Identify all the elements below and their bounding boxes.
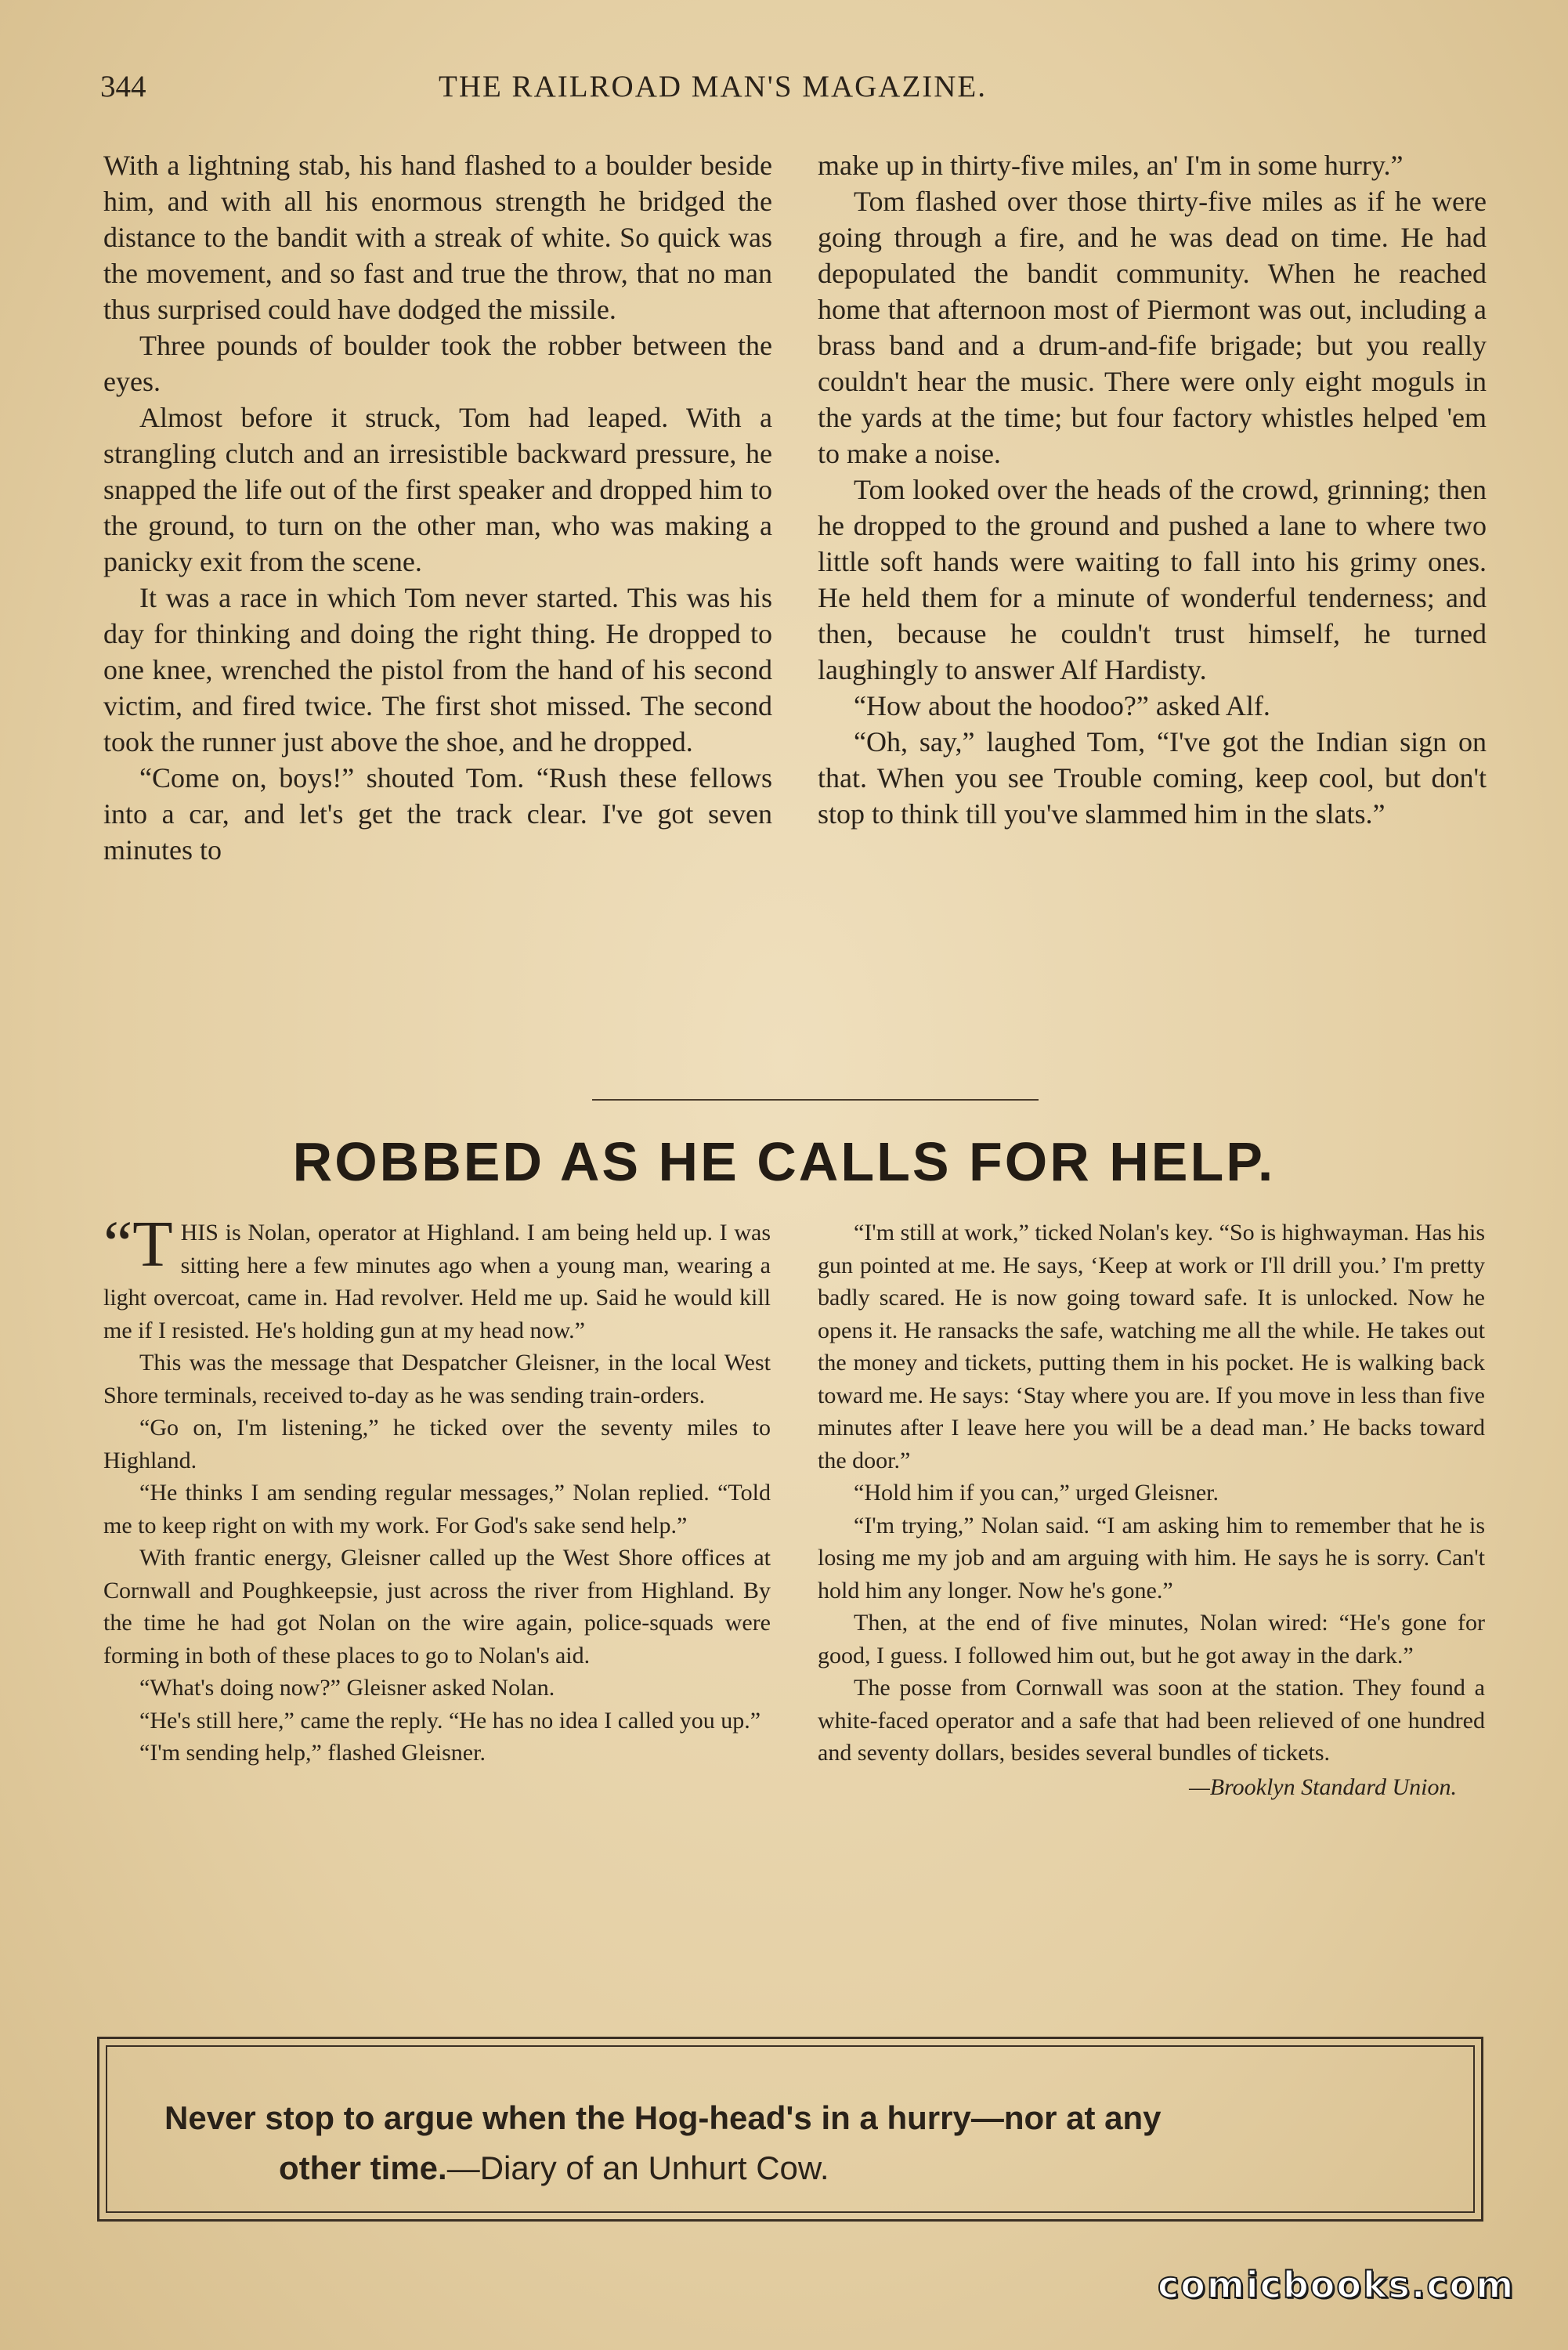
paragraph: “Go on, I'm listening,” he ticked over the seventy miles to Highland.	[103, 1415, 771, 1473]
paragraph: “I'm still at work,” ticked Nolan's key. “So is highwayman. Has his gun pointed at me. He says, ‘Keep at work or I'll drill you.’ I'm pretty badly scared. He is now going toward safe. It is unlocked. Now he opens it. He ransacks the safe, watching me all the while. He takes out the money and tickets, putting them in his pocket. He is walking back toward me. He says: ‘Stay where you are. If you move in less than five minutes after I leave here you will be a dead man.’ He backs toward the door.”	[818, 1220, 1485, 1473]
paragraph: make up in thirty-five miles, an' I'm in some hurry.”	[818, 150, 1404, 181]
lead-paragraph	[103, 1208, 771, 1347]
paragraph: Tom flashed over those thirty-five miles as if he were going through a fire, and he was dead on time. He had depopulated the bandit community. When he reached home that afternoon most of Piermont was out, including a brass band and a drum-and-fife brigade; but you really couldn't hear the music. There were only eight moguls in the yards at the time; but four factory whistles helped 'em to make a noise.	[818, 186, 1487, 469]
paragraph: Three pounds of boulder took the robber between the eyes.	[103, 330, 772, 397]
paragraph: “Hold him if you can,” urged Gleisner.	[854, 1480, 1219, 1506]
running-head: THE RAILROAD MAN'S MAGAZINE.	[439, 70, 987, 103]
quote-line-2-main: other time.	[279, 2149, 447, 2186]
story1-left-column	[103, 147, 772, 868]
watermark-logo: comicbooks.com	[1158, 2264, 1516, 2306]
paragraph: “How about the hoodoo?” asked Alf.	[854, 690, 1270, 721]
source-credit: —Brooklyn Standard Union.	[1189, 1773, 1457, 1800]
section-divider	[592, 1099, 1039, 1101]
quote-line-2	[164, 2143, 1433, 2193]
quote-line-1: Never stop to argue when the Hog-head's in a hurry—nor at any	[164, 2099, 1162, 2136]
paragraph: “Oh, say,” laughed Tom, “I've got the Indian sign on that. When you see Trouble coming, keep cool, but don't stop to think till you've slammed him in the slats.”	[818, 726, 1487, 830]
paragraph: With a lightning stab, his hand flashed to a boulder beside him, and with all his enormous strength he bridged the distance to the bandit with a streak of white. So quick was the movement, and so fast and true the throw, that no man thus surprised could have dodged the missile.	[103, 150, 772, 325]
paragraph: With frantic energy, Gleisner called up the West Shore offices at Cornwall and Poughkeepsie, just across the river from Highland. By the time he had got Nolan on the wire again, police-squads were forming in both of these places to go to Nolan's aid.	[103, 1545, 771, 1668]
paragraph: “Come on, boys!” shouted Tom. “Rush these fellows into a car, and let's get the track clear. I've got seven minutes to	[103, 762, 772, 866]
page-number: 344	[100, 70, 146, 103]
story2-right-column	[818, 1217, 1485, 1803]
paragraph: This was the message that Despatcher Gleisner, in the local West Shore terminals, received to-day as he was sending train-orders.	[103, 1350, 771, 1408]
paragraph: “He thinks I am sending regular messages,” Nolan replied. “Told me to keep right on with my work. For God's sake send help.”	[103, 1480, 771, 1538]
paragraph: It was a race in which Tom never started. This was his day for thinking and doing the right thing. He dropped to one knee, wrenched the pistol from the hand of his second victim, and fired twice. The first shot missed. The second took the runner just above the shoe, and he dropped.	[103, 582, 772, 757]
drop-cap: “T	[103, 1208, 173, 1281]
paragraph: Almost before it struck, Tom had leaped. With a strangling clutch and an irresistible backward pressure, he snapped the life out of the first speaker and dropped him to the ground, to turn on the other man, who was making a panicky exit from the scene.	[103, 402, 772, 577]
paragraph: Then, at the end of five minutes, Nolan wired: “He's gone for good, I guess. I followed him out, but he got away in the dark.”	[818, 1610, 1485, 1668]
paragraph: “He's still here,” came the reply. “He has no idea I called you up.”	[139, 1707, 761, 1734]
quote-attribution: —Diary of an Unhurt Cow.	[446, 2149, 829, 2186]
paragraph: The posse from Cornwall was soon at the station. They found a white-faced operator and a safe that had been relieved of one hundred and seventy dollars, besides several bundles of tickets.	[818, 1675, 1485, 1766]
story2-left-column	[103, 1208, 771, 1770]
article-headline: ROBBED AS HE CALLS FOR HELP.	[292, 1131, 1276, 1192]
paragraph: “I'm trying,” Nolan said. “I am asking him to remember that he is losing me my job and am arguing with him. He says he is sorry. Can't hold him any longer. Now he's gone.”	[818, 1512, 1485, 1603]
quote-text	[164, 2093, 1433, 2193]
story1-right-column	[818, 147, 1487, 832]
lead-paragraph-text: HIS is Nolan, operator at Highland. I am being held up. I was sitting here a few minutes ago when a young man, wearing a light overcoat, came in. Had revolver. Held me up. Said he would kill me if I resisted. He's holding gun at my head now.”	[103, 1220, 771, 1343]
paragraph: Tom looked over the heads of the crowd, grinning; then he dropped to the ground and pushed a lane to where two little soft hands were waiting to fall into his grimy ones. He held them for a minute of wonderful tenderness; and then, because he couldn't trust himself, he turned laughingly to answer Alf Hardisty.	[818, 474, 1487, 685]
paragraph: “I'm sending help,” flashed Gleisner.	[139, 1740, 486, 1766]
paragraph: “What's doing now?” Gleisner asked Nolan.	[139, 1675, 555, 1701]
